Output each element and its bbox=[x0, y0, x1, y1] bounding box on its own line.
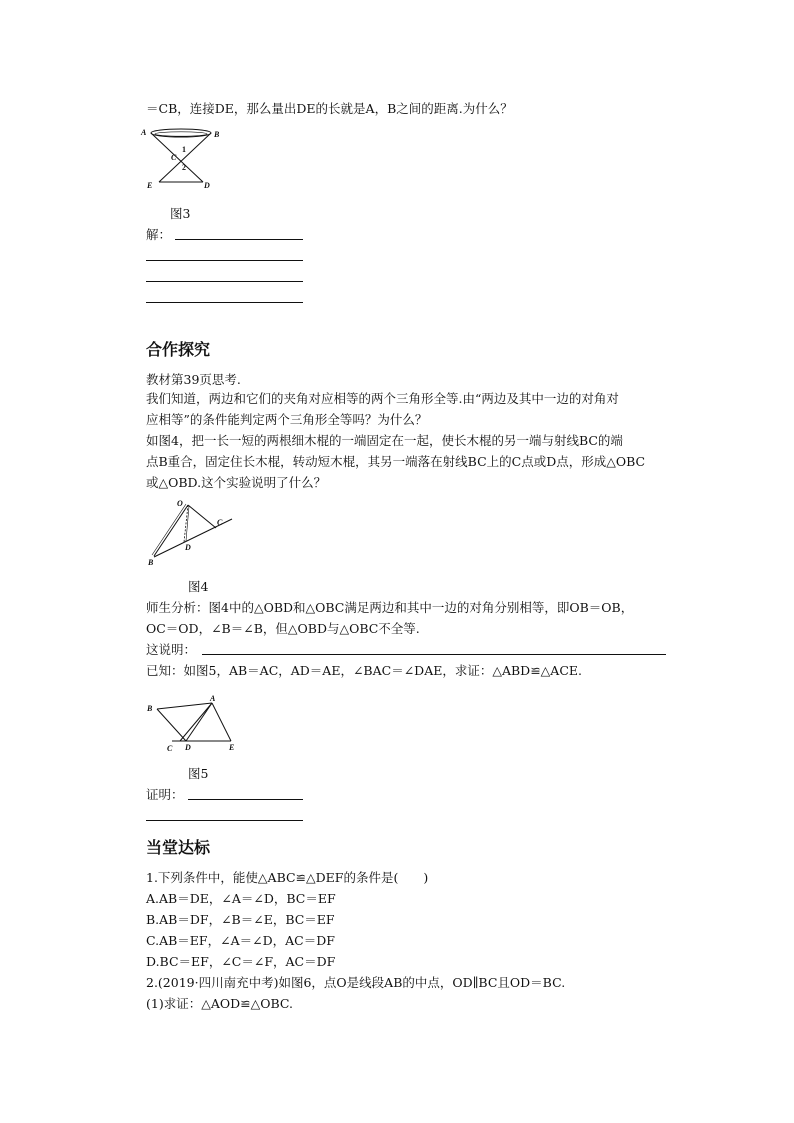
fig4-label-d: D bbox=[185, 543, 191, 552]
section-heading-in-class-check: 当堂达标 bbox=[146, 838, 211, 857]
textbook-reference: 教材第39页思考. bbox=[146, 372, 241, 387]
option-a[interactable]: A.AB＝DE，∠A＝∠D，BC＝EF bbox=[146, 891, 336, 906]
question-2-part-1: (1)求证：△AOD≌△OBC. bbox=[146, 996, 293, 1011]
question-1: 1.下列条件中，能使△ABC≌△DEF的条件是( ) bbox=[146, 870, 429, 885]
fig5-label-a: A bbox=[210, 694, 216, 703]
analysis-line-1: 师生分析：图4中的△OBD和△OBC满足两边和其中一边的对角分别相等，即OB＝OB， bbox=[146, 600, 634, 615]
answer-line-2[interactable] bbox=[146, 260, 303, 261]
fig3-label-1: 1 bbox=[182, 145, 186, 154]
fig3-label-e: E bbox=[147, 181, 153, 190]
given-statement: 已知：如图5，AB＝AC，AD＝AE，∠BAC＝∠DAE，求证：△ABD≌△ACE. bbox=[146, 663, 582, 678]
fig4-label-o: O bbox=[177, 499, 183, 508]
explain-line[interactable] bbox=[202, 654, 666, 655]
fig3-label-2: 2 bbox=[182, 163, 186, 172]
paragraph-1-line-1: 我们知道，两边和它们的夹角对应相等的两个三角形全等.由“两边及其中一边的对角对 bbox=[146, 391, 619, 406]
fig3-label-a: A bbox=[141, 128, 147, 137]
fig5-label-b: B bbox=[147, 704, 153, 713]
continued-question-text: ＝CB，连接DE，那么量出DE的长就是A，B之间的距离.为什么？ bbox=[146, 101, 513, 116]
option-d[interactable]: D.BC＝EF，∠C＝∠F，AC＝DF bbox=[146, 954, 336, 969]
figure-4 bbox=[140, 497, 240, 569]
paragraph-2-line-1: 如图4，把一长一短的两根细木棍的一端固定在一起，使长木棍的另一端与射线BC的端 bbox=[146, 433, 623, 448]
proof-line-1[interactable] bbox=[188, 799, 303, 800]
analysis-line-2: OC＝OD，∠B＝∠B，但△OBD与△OBC不全等. bbox=[146, 621, 420, 636]
fig3-label-b: B bbox=[214, 130, 220, 139]
paragraph-2-line-3: 或△OBD.这个实验说明了什么？ bbox=[146, 475, 327, 490]
answer-line-4[interactable] bbox=[146, 302, 303, 303]
fig3-label-c: C bbox=[171, 153, 177, 162]
section-heading-cooperative-inquiry: 合作探究 bbox=[146, 340, 211, 359]
fig4-label-c: C bbox=[217, 518, 223, 527]
figure-3 bbox=[140, 124, 230, 192]
option-c[interactable]: C.AB＝EF，∠A＝∠D，AC＝DF bbox=[146, 933, 335, 948]
question-2: 2.(2019·四川南充中考)如图6，点O是线段AB的中点，OD∥BC且OD＝BC. bbox=[146, 975, 566, 990]
fig5-caption: 图5 bbox=[188, 766, 209, 781]
proof-label: 证明： bbox=[146, 787, 184, 802]
fig5-label-e: E bbox=[229, 743, 235, 752]
fig4-label-b: B bbox=[148, 558, 154, 567]
paragraph-1-line-2: 应相等”的条件能判定两个三角形全等吗？为什么？ bbox=[146, 412, 428, 427]
explain-label: 这说明： bbox=[146, 642, 197, 657]
fig3-caption: 图3 bbox=[170, 206, 191, 221]
proof-line-2[interactable] bbox=[146, 820, 303, 821]
figure-5 bbox=[140, 694, 244, 756]
fig4-caption: 图4 bbox=[188, 579, 209, 594]
fig5-label-c: C bbox=[167, 744, 173, 753]
option-b[interactable]: B.AB＝DF，∠B＝∠E，BC＝EF bbox=[146, 912, 335, 927]
fig3-label-d: D bbox=[204, 181, 210, 190]
paragraph-2-line-2: 点B重合，固定住长木棍，转动短木棍，其另一端落在射线BC上的C点或D点，形成△OBC bbox=[146, 454, 646, 469]
answer-line-3[interactable] bbox=[146, 281, 303, 282]
answer-line-1[interactable] bbox=[175, 239, 303, 240]
fig5-label-d: D bbox=[185, 743, 191, 752]
answer-label: 解： bbox=[146, 227, 172, 242]
